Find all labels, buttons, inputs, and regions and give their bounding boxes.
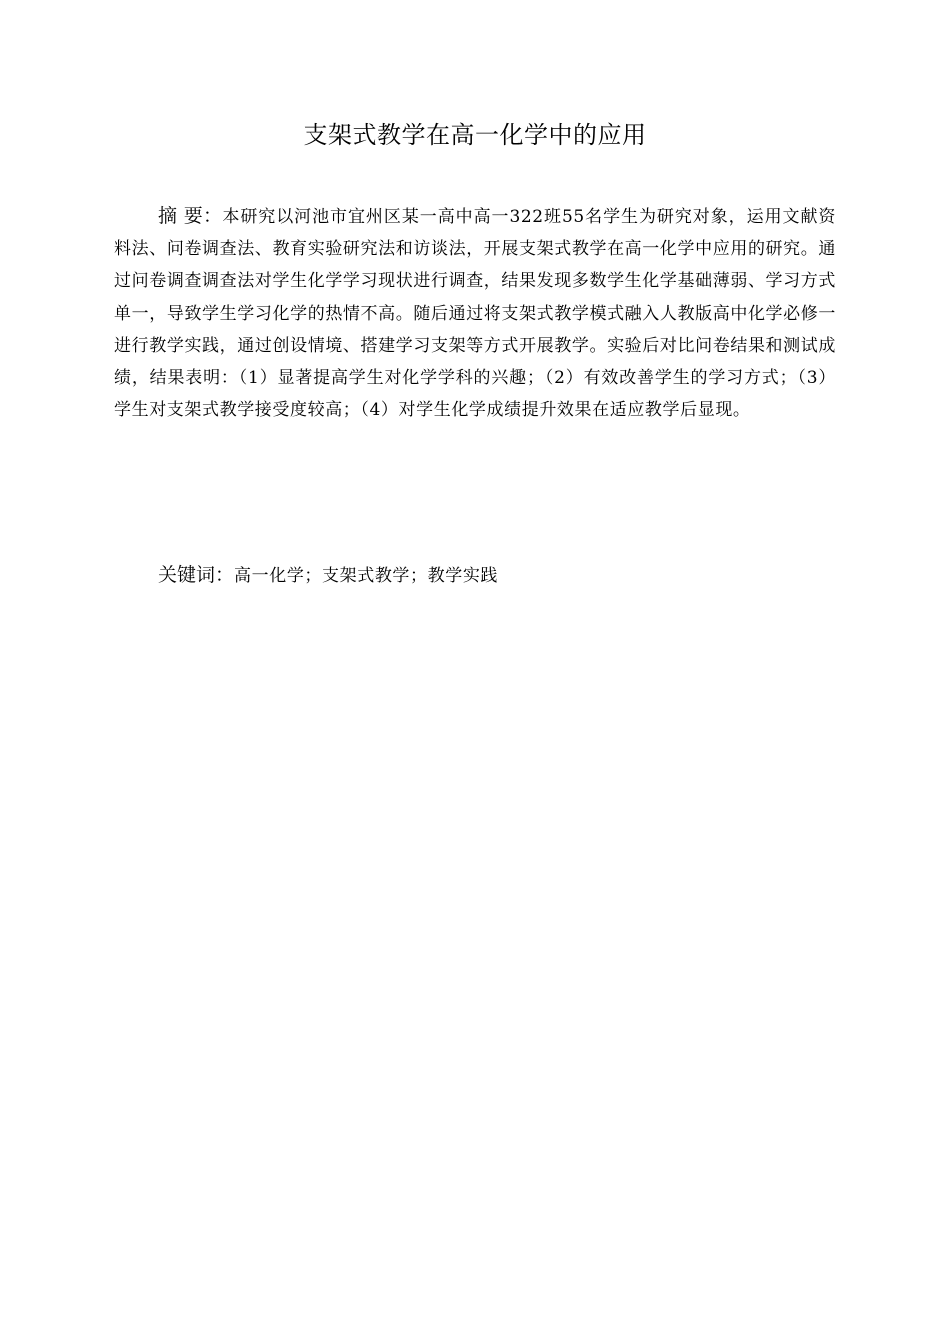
keywords-label: 关键词： xyxy=(158,564,235,586)
abstract-paragraph xyxy=(114,200,836,426)
paper-title: 支架式教学在高一化学中的应用 xyxy=(303,121,647,149)
keywords-line xyxy=(158,560,838,591)
keywords-text: 高一化学；支架式教学；教学实践 xyxy=(234,566,499,586)
abstract-label: 摘 要： xyxy=(158,205,223,227)
abstract-text: 本研究以河池市宜州区某一高中高一322班55名学生为研究对象，运用文献资料法、问卷调查法、教育实验研究法和访谈法，开展支架式教学在高一化学中应用的研究。通过问卷调查调查法对学生化学学习现状进行调查，结果发现多数学生化学基础薄弱、学习方式单一，导致学生学习化学的热情不高。随后通过将支架式教学模式融入人教版高中化学必修一进行教学实践，通过创设情境、搭建学习支架等方式开展教学。实验后对比问卷结果和测试成绩，结果表明：（1）显著提高学生对化学学科的兴趣；（2）有效改善学生的学习方式；（3）学生对支架式教学接受度较高；（4）对学生化学成绩提升效果在适应教学后显现。 xyxy=(114,207,836,421)
